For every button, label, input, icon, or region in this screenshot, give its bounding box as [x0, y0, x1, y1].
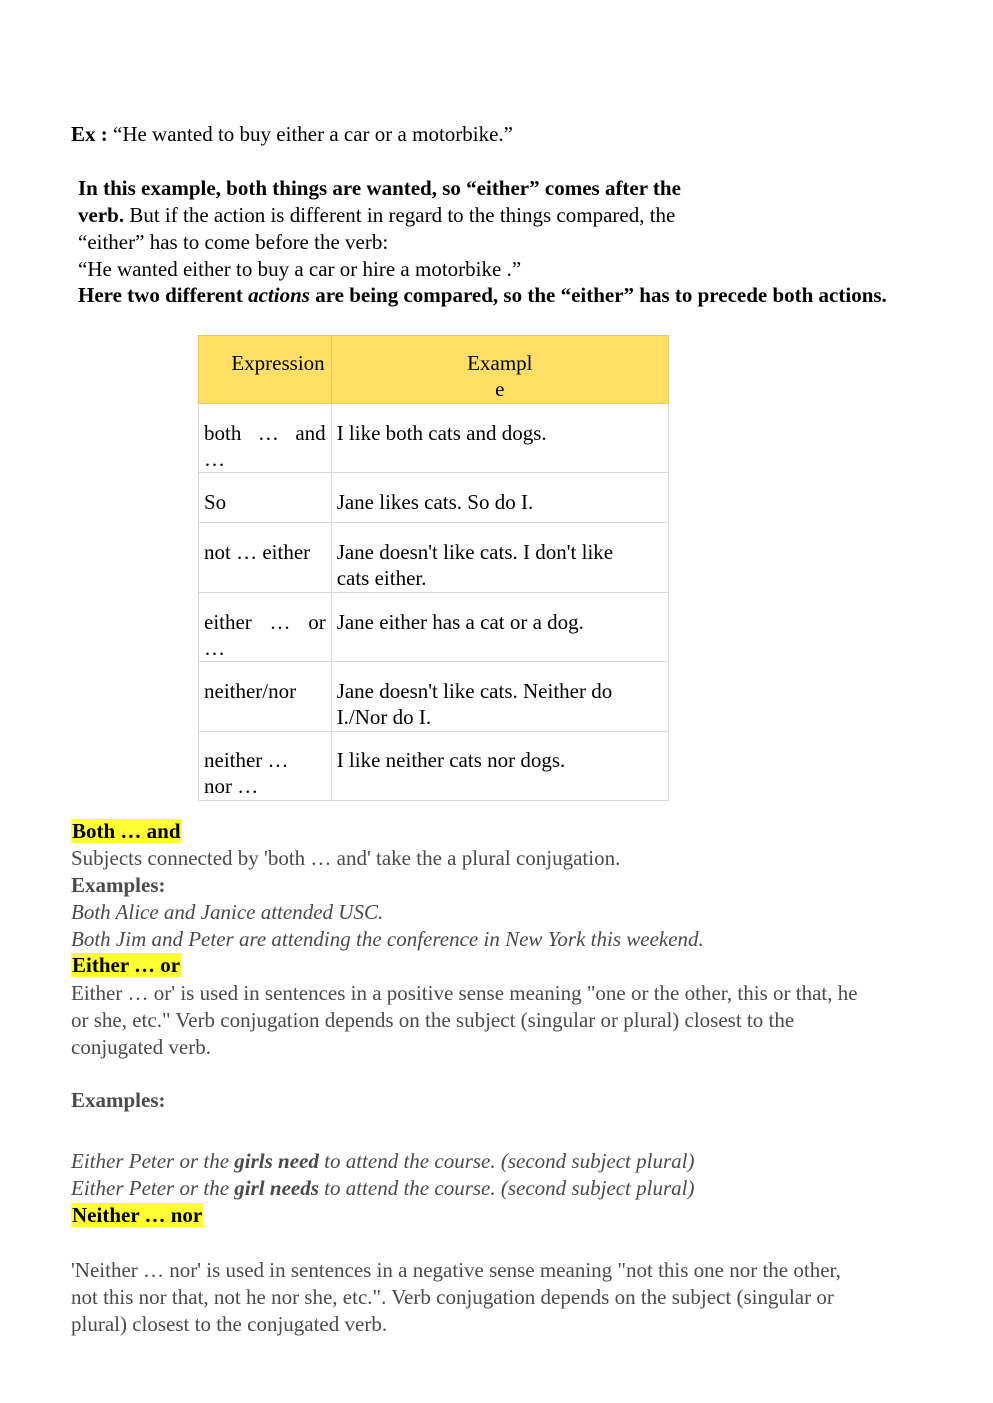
both-desc: Subjects connected by 'both … and' take the a plural conjugation.	[71, 846, 621, 870]
para-bold-text: Here two different	[78, 283, 243, 307]
example-line-1: Jane either has a cat or a dog.	[336, 610, 584, 634]
para-line-1	[78, 175, 681, 202]
table-cell-expression	[199, 523, 332, 593]
either-desc-line-2: or she, etc." Verb conjugation depends on the subject (singular or plural) closest to the	[71, 1008, 795, 1032]
expr-line-1: both … and	[204, 421, 326, 445]
para-line-3: “either” has to come before the verb:	[78, 230, 389, 254]
expr-line-1: So	[204, 490, 227, 514]
para-emphasis: actions	[248, 283, 310, 307]
expr-line-1: not … either	[204, 540, 311, 564]
para-text: But if the action is different in regard to the things compared, the	[129, 203, 676, 227]
heading-neither-nor	[71, 1202, 203, 1229]
example-emphasis: girls need	[234, 1149, 319, 1173]
expr-line-1: either … or	[204, 610, 326, 634]
both-example-1: Both Alice and Janice attended USC.	[71, 900, 384, 924]
example-text: to attend the course. (second subject plural)	[324, 1149, 695, 1173]
table-cell-expression	[199, 473, 332, 523]
table-row	[199, 404, 669, 473]
neither-desc-line-1: 'Neither … nor' is used in sentences in a negative sense meaning "not this one nor the other,	[71, 1258, 841, 1282]
either-examples-label: Examples:	[71, 1088, 166, 1112]
table-cell-expression	[199, 662, 332, 732]
either-desc-line-3: conjugated verb.	[71, 1035, 211, 1059]
table-row	[199, 662, 669, 732]
heading-either-or-text: Either … or	[72, 953, 181, 977]
table-header-row	[199, 336, 669, 404]
example-line-1: Jane likes cats. So do I.	[336, 490, 534, 514]
expr-line-2: nor …	[204, 774, 259, 798]
example-text: Either Peter or the	[71, 1149, 230, 1173]
header-example-text	[332, 336, 668, 402]
ex-label: Ex :	[71, 122, 108, 146]
example-text: to attend the course. (second subject plural)	[324, 1176, 695, 1200]
expressions-table	[198, 335, 669, 801]
table-cell-example	[331, 523, 668, 593]
para-line-4: “He wanted either to buy a car or hire a motorbike .”	[78, 257, 522, 281]
para-line-5	[78, 282, 887, 309]
example-line-2: I./Nor do I.	[336, 705, 432, 729]
example-line-1: Jane doesn't like cats. Neither do	[336, 679, 613, 703]
neither-desc-line-2: not this nor that, not he nor she, etc.". Verb conjugation depends on the subject (singular or	[71, 1285, 834, 1309]
table-row	[199, 473, 669, 523]
example-text: Either Peter or the	[71, 1176, 230, 1200]
heading-both-and	[71, 818, 182, 845]
example-line-1: I like both cats and dogs.	[336, 421, 547, 445]
expr-line-2: …	[204, 447, 225, 471]
table-cell-expression	[199, 404, 332, 473]
example-line-2: cats either.	[336, 566, 427, 590]
table-cell-example	[331, 593, 668, 662]
both-example-2: Both Jim and Peter are attending the conference in New York this weekend.	[71, 927, 704, 951]
expr-line-2: …	[204, 636, 225, 660]
both-examples-label: Examples:	[71, 873, 166, 897]
header-example-line-1: Exampl	[467, 351, 533, 375]
table-cell-expression	[199, 732, 332, 801]
table-row	[199, 732, 669, 801]
table-cell-example	[331, 732, 668, 801]
table-cell-example	[331, 473, 668, 523]
neither-desc-line-3: plural) closest to the conjugated verb.	[71, 1312, 388, 1336]
example-line-1: Jane doesn't like cats. I don't like	[336, 540, 614, 564]
example-line-1: I like neither cats nor dogs.	[336, 748, 566, 772]
table-cell-expression	[199, 593, 332, 662]
table-cell-example	[331, 662, 668, 732]
expr-line-1: neither …	[204, 748, 289, 772]
heading-both-and-text: Both … and	[72, 819, 181, 843]
para-line-2	[78, 202, 675, 229]
heading-neither-nor-text: Neither … nor	[72, 1203, 203, 1227]
table-row	[199, 523, 669, 593]
either-example-2	[71, 1175, 694, 1202]
either-example-1	[71, 1148, 694, 1175]
header-example-line-2: e	[495, 377, 505, 401]
expr-line-1: neither/nor	[204, 679, 297, 703]
table-row	[199, 593, 669, 662]
para-bold-text: verb.	[78, 203, 125, 227]
para-bold-text: In this example, both things are wanted, so “either” comes after the	[78, 176, 681, 200]
ex-sentence: “He wanted to buy either a car or a motorbike.”	[113, 122, 513, 146]
table-cell-example	[331, 404, 668, 473]
either-desc-line-1: Either … or' is used in sentences in a positive sense meaning "one or the other, this or that, he	[71, 981, 858, 1005]
example-line	[71, 121, 513, 148]
header-expression	[199, 336, 332, 404]
example-emphasis: girl needs	[234, 1176, 319, 1200]
para-bold-text: are being compared, so the “either” has to precede both actions.	[315, 283, 887, 307]
header-example	[331, 336, 668, 404]
header-expression-text: Expression	[231, 351, 325, 375]
heading-either-or	[71, 952, 181, 979]
